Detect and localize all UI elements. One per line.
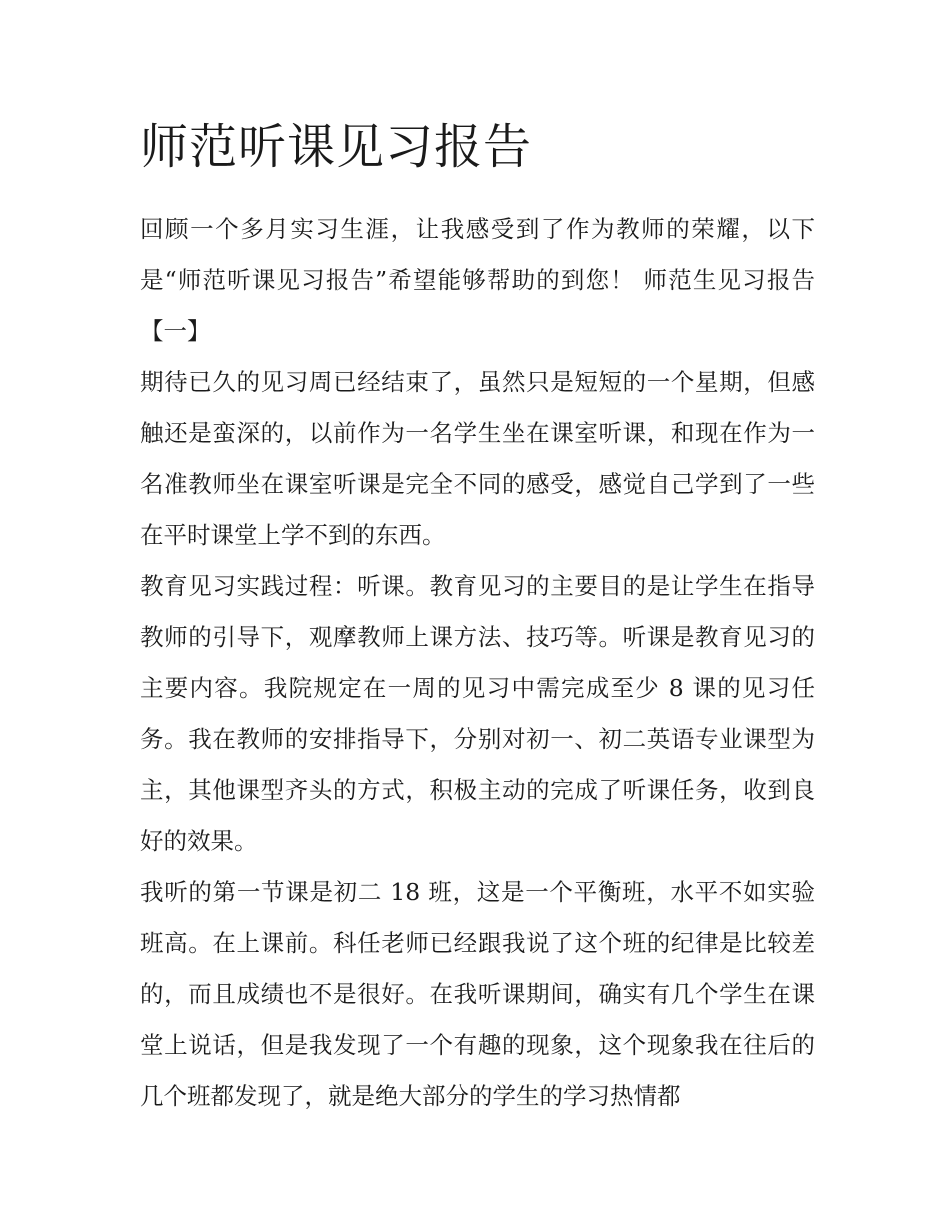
page-title: 师范听课见习报告 (140, 119, 533, 175)
paragraph-intro: 回顾一个多月实习生涯，让我感受到了作为教师的荣耀，以下是“师范听课见习报告”希望能够帮助的到您！ 师范生见习报告【一】 (140, 215, 815, 345)
paragraph-reflection: 期待已久的见习周已经结束了，虽然只是短短的一个星期，但感触还是蛮深的，以前作为一名学生坐在课室听课，和现在作为一名准教师坐在课室听课是完全不同的感受，感觉自己学到了一些在平时课堂上学不到的东西。 (140, 368, 815, 549)
paragraph-practice-process: 教育见习实践过程：听课。教育见习的主要目的是让学生在指导教师的引导下，观摩教师上课方法、技巧等。听课是教育见习的主要内容。我院规定在一周的见习中需完成至少 8 课的见习任务。我在教师的安排指导下，分别对初一、初二英语专业课型为主，其他课型齐头的方式，积极主动的完成了听课任务，收到良好的效果。 (140, 572, 815, 855)
paragraph-first-class: 我听的第一节课是初二 18 班，这是一个平衡班，水平不如实验班高。在上课前。科任老师已经跟我说了这个班的纪律是比较差的，而且成绩也不是很好。在我听课期间，确实有几个学生在课堂上说话，但是我发现了一个有趣的现象，这个现象我在往后的几个班都发现了，就是绝大部分的学生的学习热情都 (140, 878, 815, 1110)
document-body (140, 112, 815, 1122)
